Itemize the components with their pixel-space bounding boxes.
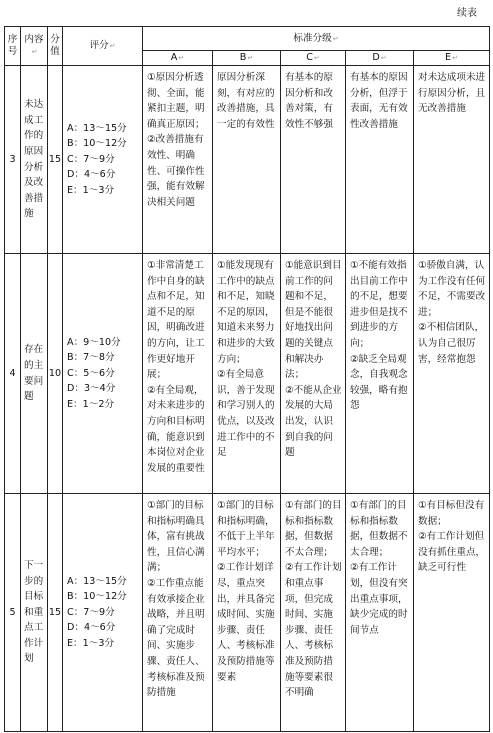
- level-d-criteria: ①不能有效指出目前工作中的不足，想要进步但是找不到进步的方向； ②缺乏全局观念，自我观念较强，略有抱怨: [346, 254, 414, 494]
- level-d-criteria: 有基本的原因分析，但浮于表面，无有效性改善措施: [346, 66, 414, 254]
- score-ranges: A：9～10分 B：7～8分 C：5～6分 D：3～4分 E：1～2分: [63, 254, 143, 494]
- table-row: [5, 66, 490, 254]
- header-score: 评分↵: [63, 27, 143, 66]
- table-row: [5, 254, 490, 494]
- level-header-c: C↵: [281, 51, 346, 66]
- level-a-criteria: ①非常清楚工作中自身的缺点和不足，知道不足的原因，明确改进的方向，让工作更好地开展； ②有全局观，对未来进步的方向和目标明确，能意识到本岗位对企业发展的重要性: [143, 254, 213, 494]
- row-seq: 4: [5, 254, 21, 494]
- row-points: 15: [48, 494, 63, 732]
- level-header-d: D↵: [346, 51, 414, 66]
- header-criteria: 标准分级↵: [143, 27, 490, 51]
- header-points: 分值: [48, 27, 63, 66]
- header-content: 内容↵: [21, 27, 48, 66]
- header-row: [5, 27, 490, 51]
- row-points: 10: [48, 254, 63, 494]
- row-content: 未达成工作的原因分析及改善措施: [21, 66, 48, 254]
- score-ranges: A：13～15分 B：10～12分 C：7～9分 D：4～6分 E：1～3分: [63, 494, 143, 732]
- level-b-criteria: ①能发现现有工作中的缺点和不足，知晓不足的原因，知道未来努力和进步的大致方向； ②有全局意识，善于发现和学习别人的优点，以及改进工作中的不足: [213, 254, 281, 494]
- level-c-criteria: 有基本的原因分析和改善对策，有效性不够强: [281, 66, 346, 254]
- header-seq: 序号: [5, 27, 21, 66]
- table-row: [5, 494, 490, 732]
- level-b-criteria: 原因分析深刻，有对应的改善措施，具一定的有效性: [213, 66, 281, 254]
- level-a-criteria: ①部门的目标和指标明确具体，富有挑战性，且信心满满； ②工作重点能有效承接企业战略，并且明确了完成时间、实施步骤、责任人、考核标准及预防措施: [143, 494, 213, 732]
- level-header-e: E↵: [414, 51, 490, 66]
- level-header-a: A↵: [143, 51, 213, 66]
- level-a-criteria: ①原因分析透彻、全面，能紧扣主题，明确真正原因； ②改善措施有效性、明确性、可操作性强，能有效解决相关问题: [143, 66, 213, 254]
- level-e-criteria: 对未达成项未进行原因分析，且无改善措施: [414, 66, 490, 254]
- level-b-criteria: ①部门的目标和指标明确，不低于上半年平均水平； ②工作计划详尽，重点突出，并具备完成时间、实施步骤、责任人、考核标准及预防措施等要素: [213, 494, 281, 732]
- row-points: 15: [48, 66, 63, 254]
- evaluation-table: [4, 26, 490, 732]
- level-e-criteria: ①有目标但没有数据； ②有工作计划但没有抓住重点，缺乏可行性: [414, 494, 490, 732]
- row-seq: 5: [5, 494, 21, 732]
- level-e-criteria: ①骄傲自满，认为工作没有任何不足，不需要改进； ②不相信团队，认为自己很厉害，经常抱怨: [414, 254, 490, 494]
- level-c-criteria: ①有部门的目标和指标数据，但数据不太合理； ②有工作计划和重点事项，但完成时间、实施步骤、责任人、考核标准及预防措施等要素很不明确: [281, 494, 346, 732]
- level-header-b: B↵: [213, 51, 281, 66]
- row-content: 存在的主要问题: [21, 254, 48, 494]
- row-content: 下一步的目标和重点工作计划: [21, 494, 48, 732]
- row-seq: 3: [5, 66, 21, 254]
- level-c-criteria: ①能意识到目前工作的问题和不足，但是不能很好地找出问题的关键点和解决办法； ②不能从企业发展的大局出发，认识到自我的问题: [281, 254, 346, 494]
- level-d-criteria: ①有部门的目标和指标数据，但数据不太合理； ②有工作计划，但没有突出重点事项，缺少完成的时间节点: [346, 494, 414, 732]
- score-ranges: A：13～15分 B：10～12分 C：7～9分 D：4～6分 E：1～3分: [63, 66, 143, 254]
- continued-label: 续表: [457, 8, 477, 19]
